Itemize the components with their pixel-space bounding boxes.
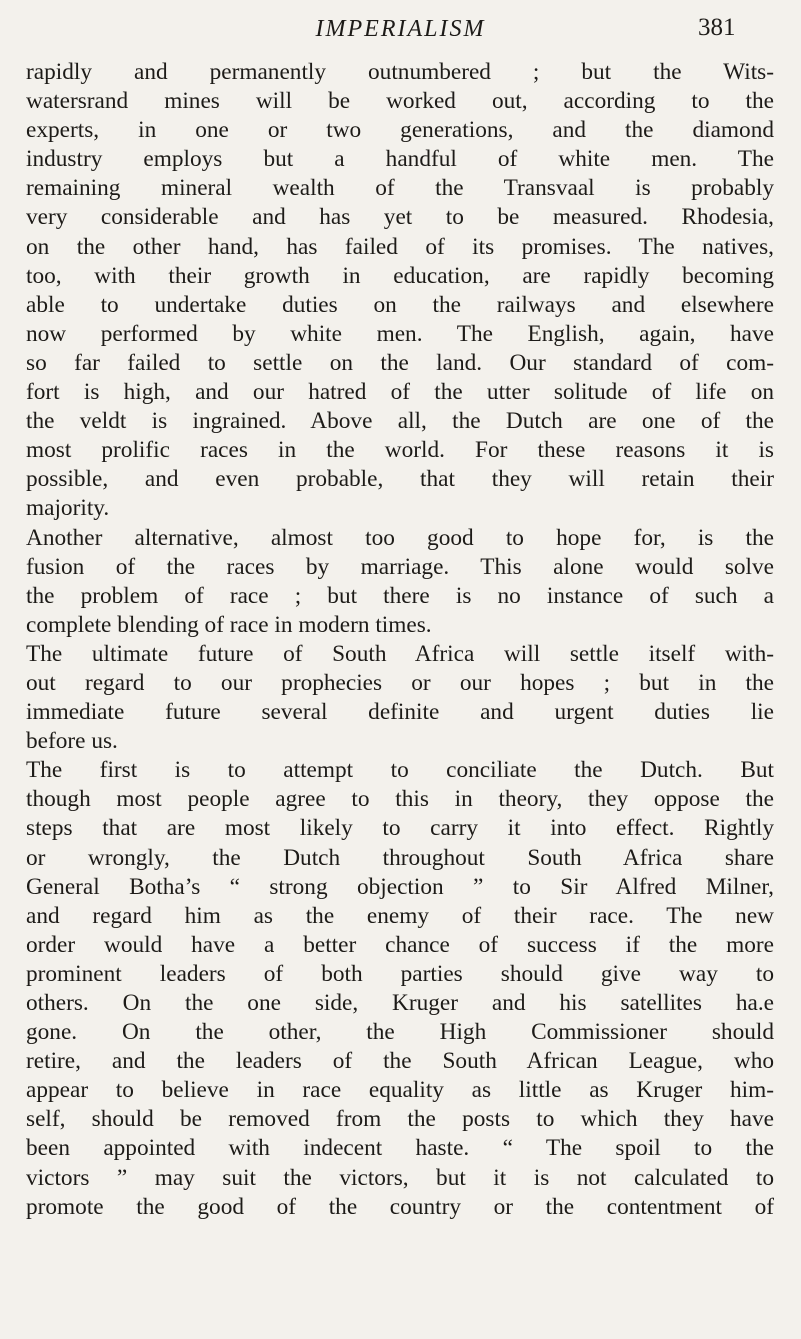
text-line: on the other hand, has failed of its promises. The natives, — [26, 233, 774, 260]
text-line: rapidly and permanently outnumbered ; but the Wits- — [26, 59, 774, 85]
body-text — [26, 58, 774, 1222]
text-line: the problem of race ; but there is no instance of such a — [26, 582, 774, 609]
text-line: victors ” may suit the victors, but it is not calculated to — [26, 1164, 774, 1191]
text-line: promote the good of the country or the contentment of — [26, 1193, 774, 1220]
text-line: so far failed to settle on the land. Our standard of com- — [26, 349, 774, 376]
text-line: retire, and the leaders of the South African League, who — [26, 1048, 774, 1075]
text-line: majority. — [26, 495, 110, 522]
text-line: complete blending of race in modern times. — [26, 611, 432, 638]
text-line: too, with their growth in education, are rapidly becoming — [26, 262, 774, 289]
text-line: Another alternative, almost too good to hope for, is the — [26, 524, 774, 551]
text-line: experts, in one or two generations, and the diamond — [26, 117, 774, 144]
running-title: IMPERIALISM — [315, 16, 486, 42]
running-head — [0, 14, 801, 50]
text-line: been appointed with indecent haste. “ The spoil to the — [26, 1135, 774, 1162]
text-line: remaining mineral wealth of the Transvaal is probably — [26, 175, 774, 202]
text-line: immediate future several definite and urgent duties lie — [26, 699, 774, 726]
page-number: 381 — [698, 14, 736, 41]
text-line: or wrongly, the Dutch throughout South Africa share — [26, 844, 774, 871]
text-line: watersrand mines will be worked out, according to the — [26, 88, 774, 115]
text-line: fort is high, and our hatred of the utter solitude of life on — [26, 379, 774, 406]
text-line: now performed by white men. The English, again, have — [26, 320, 774, 347]
text-line: appear to believe in race equality as little as Kruger him- — [26, 1077, 774, 1104]
text-line: and regard him as the enemy of their race. The new — [26, 902, 774, 929]
text-line: order would have a better chance of success if the more — [26, 931, 774, 958]
text-line: The ultimate future of South Africa will settle itself with- — [26, 640, 774, 667]
text-line: the veldt is ingrained. Above all, the Dutch are one of the — [26, 408, 774, 435]
text-line: most prolific races in the world. For these reasons it is — [26, 437, 774, 464]
text-line: The first is to attempt to conciliate the Dutch. But — [26, 757, 774, 784]
text-line: gone. On the other, the High Commissioner should — [26, 1019, 774, 1046]
text-line: fusion of the races by marriage. This alone would solve — [26, 553, 774, 580]
text-line: before us. — [26, 728, 118, 755]
text-line: able to undertake duties on the railways and elsewhere — [26, 291, 774, 318]
text-line: industry employs but a handful of white men. The — [26, 146, 774, 173]
text-line: steps that are most likely to carry it into effect. Rightly — [26, 815, 774, 842]
text-line: very considerable and has yet to be measured. Rhodesia, — [26, 204, 774, 231]
text-line: General Botha’s “ strong objection ” to Sir Alfred Milner, — [26, 873, 774, 900]
text-line: out regard to our prophecies or our hopes ; but in the — [26, 669, 774, 696]
text-line: prominent leaders of both parties should give way to — [26, 960, 774, 987]
text-line: others. On the one side, Kruger and his satellites ha.e — [26, 990, 774, 1016]
text-line: though most people agree to this in theory, they oppose the — [26, 786, 774, 813]
text-line: possible, and even probable, that they will retain their — [26, 466, 774, 493]
text-line: self, should be removed from the posts to which they have — [26, 1106, 774, 1133]
